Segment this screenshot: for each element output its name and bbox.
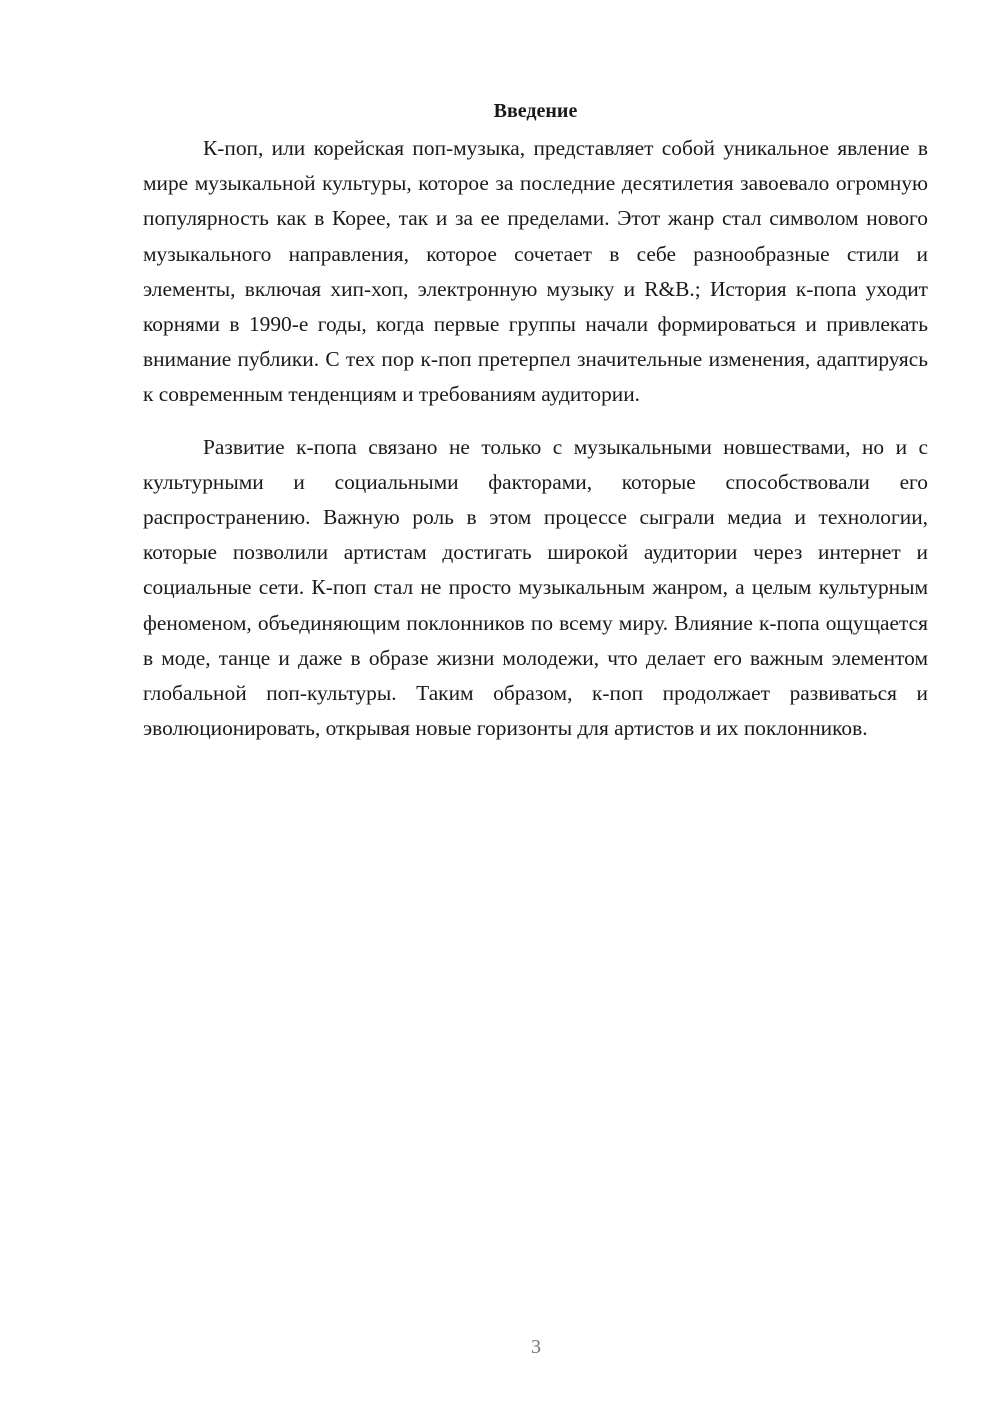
page-number: 3 xyxy=(531,1336,541,1358)
section-heading: Введение xyxy=(493,100,578,122)
paragraph-intro: К-поп, или корейская поп-музыка, представляет собой уникальное явление в мире музыкальной культуры, которое за последние десятилетия завоевало огромную популярность как в Корее, так и за ее пределами. Этот жанр стал символом нового музыкального направления, которое сочетает в себе разнообразные стили и элементы, включая хип-хоп, электронную музыку и R&B.; История к-попа уходит корнями в 1990-е годы, когда первые группы начали формироваться и привлекать внимание публики. С тех пор к-поп претерпел значительные изменения, адаптируясь к современным тенденциям и требованиям аудитории. xyxy=(143,136,928,407)
paragraph-development: Развитие к-попа связано не только с музыкальными новшествами, но и с культурными и социальными факторами, которые способствовали его распространению. Важную роль в этом процессе сыграли медиа и технологии, которые позволили артистам достигать широкой аудитории через интернет и социальные сети. К-поп стал не просто музыкальным жанром, а целым культурным феноменом, объединяющим поклонников по всему миру. Влияние к-попа ощущается в моде, танце и даже в образе жизни молодежи, что делает его важным элементом глобальной поп-культуры. Таким образом, к-поп продолжает развиваться и эволюционировать, открывая новые горизонты для артистов и их поклонников. xyxy=(143,434,928,741)
page-body xyxy=(143,96,928,746)
